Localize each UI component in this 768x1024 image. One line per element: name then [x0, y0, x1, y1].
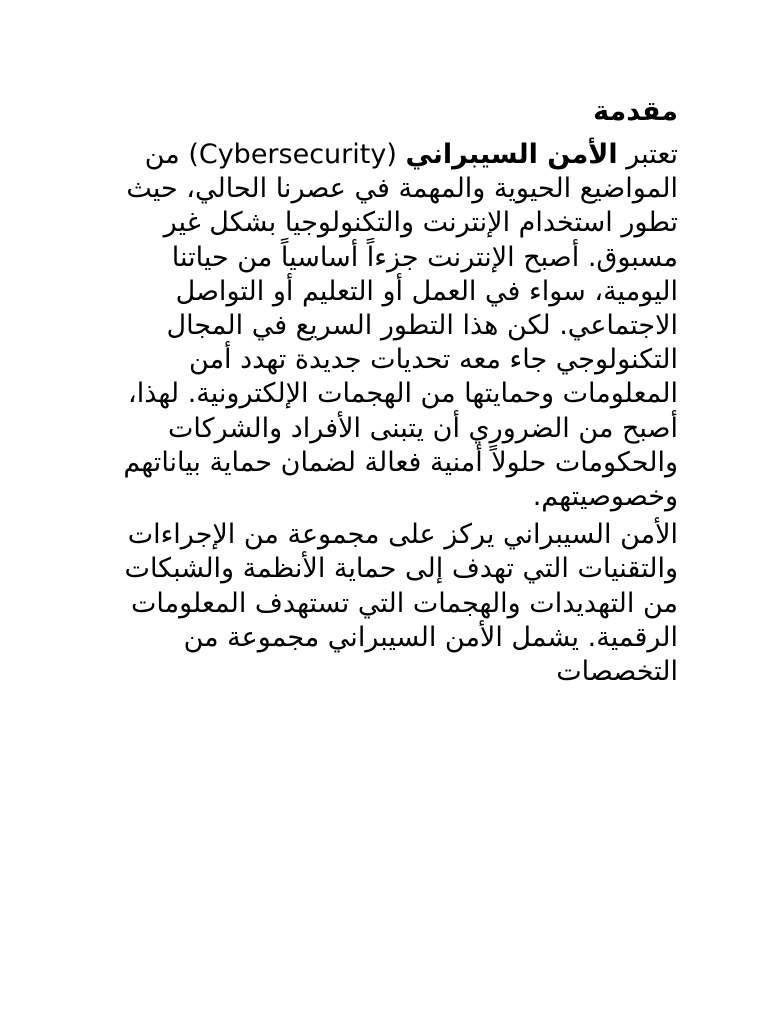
document-body — [98, 92, 678, 693]
paragraph-intro — [98, 138, 678, 514]
section-heading: مقدمة — [593, 96, 678, 127]
cybersecurity-term-english: (Cybersecurity) — [188, 139, 397, 170]
paragraph-intro-lead: تعتبر — [626, 139, 678, 170]
paragraph-definition: الأمن السيبراني يركز على مجموعة من الإجراءات والتقنيات التي تهدف إلى حماية الأنظمة والشبكات من التهديدات والهجمات التي تستهدف المعلومات الرقمية. يشمل الأمن السيبراني مجموعة من التخصصات — [124, 519, 678, 688]
cybersecurity-term: الأمن السيبراني — [405, 139, 618, 170]
paragraph-intro-text: من المواضيع الحيوية والمهمة في عصرنا الحالي، حيث تطور استخدام الإنترنت والتكنولوجيا بشكل غير مسبوق. أصبح الإنترنت جزءاً أساسياً من حياتنا اليومية، سواء في العمل أو التعليم أو التواصل الاجتماعي. لكن هذا التطور السريع في المجال التكنولوجي جاء معه تحديات جديدة تهدد أمن المعلومات وحمايتها من الهجمات الإلكترونية. لهذا، أصبح من الضروري أن يتبنى الأفراد والشركات والحكومات حلولاً أمنية فعالة لضمان حماية بياناتهم وخصوصيتهم. — [123, 139, 678, 513]
